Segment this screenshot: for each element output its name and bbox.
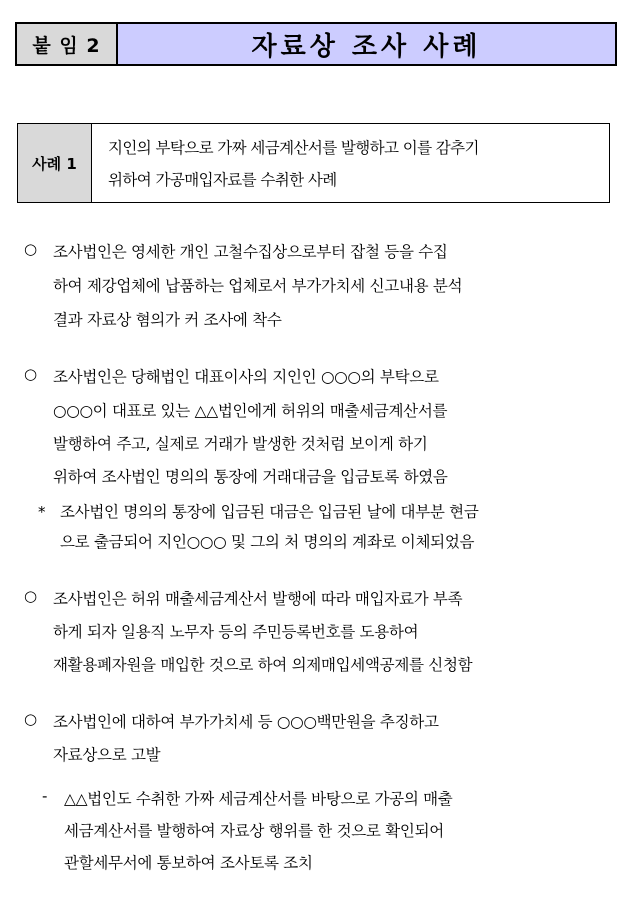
case-line: 지인의 부탁으로 가짜 세금계산서를 발행하고 이를 감추기 [108,139,479,157]
case-description [92,124,609,202]
circle-bullet-icon: ○ [24,710,38,728]
section-line: 세금계산서를 발행하여 자료상 행위를 한 것으로 확인되어 [64,822,444,840]
section-line: ○○○이 대표로 있는 △△법인에게 허위의 매출세금계산서를 [53,402,448,420]
case-line: 위하여 가공매입자료를 수취한 사례 [108,171,337,189]
section-line: 조사법인은 영세한 개인 고철수집상으로부터 잡철 등을 수집 [53,243,448,261]
section-line: 관할세무서에 통보하여 조사토록 조치 [64,854,313,872]
circle-bullet-icon: ○ [24,365,38,383]
section-line: △△법인도 수취한 가짜 세금계산서를 바탕으로 가공의 매출 [64,790,453,808]
section-line: 발행하여 주고, 실제로 거래가 발생한 것처럼 보이게 하기 [53,435,428,453]
dash-bullet-icon: - [42,787,48,805]
note-line: 조사법인 명의의 통장에 입금된 대금은 입금된 날에 대부분 현금 [60,503,479,521]
section-line: 재활용폐자원을 매입한 것으로 하여 의제매입세액공제를 신청함 [53,656,473,674]
attachment-header [15,22,617,66]
section-line: 조사법인은 허위 매출세금계산서 발행에 따라 매입자료가 부족 [53,590,463,608]
section-line: 하게 되자 일용직 노무자 등의 주민등록번호를 도용하여 [53,623,419,641]
circle-bullet-icon: ○ [24,587,38,605]
note-line: 으로 출금되어 지인○○○ 및 그의 처 명의의 계좌로 이체되었음 [60,533,475,551]
section-line: 결과 자료상 혐의가 커 조사에 착수 [53,311,282,329]
circle-bullet-icon: ○ [24,240,38,258]
section-line: 하여 제강업체에 납품하는 업체로서 부가가치세 신고내용 분석 [53,277,463,295]
section-line: 조사법인에 대하여 부가가치세 등 ○○○백만원을 추징하고 [53,713,439,731]
section-line: 위하여 조사법인 명의의 통장에 거래대금을 입금토록 하였음 [53,468,448,486]
case-box [17,123,610,203]
page-title: 자료상 조사 사례 [118,24,615,64]
section-line: 자료상으로 고발 [53,746,161,764]
attachment-label: 붙 임 2 [17,24,118,64]
case-label: 사례 1 [18,124,92,202]
section-line: 조사법인은 당해법인 대표이사의 지인인 ○○○의 부탁으로 [53,368,439,386]
asterisk-bullet-icon: * [38,503,46,521]
